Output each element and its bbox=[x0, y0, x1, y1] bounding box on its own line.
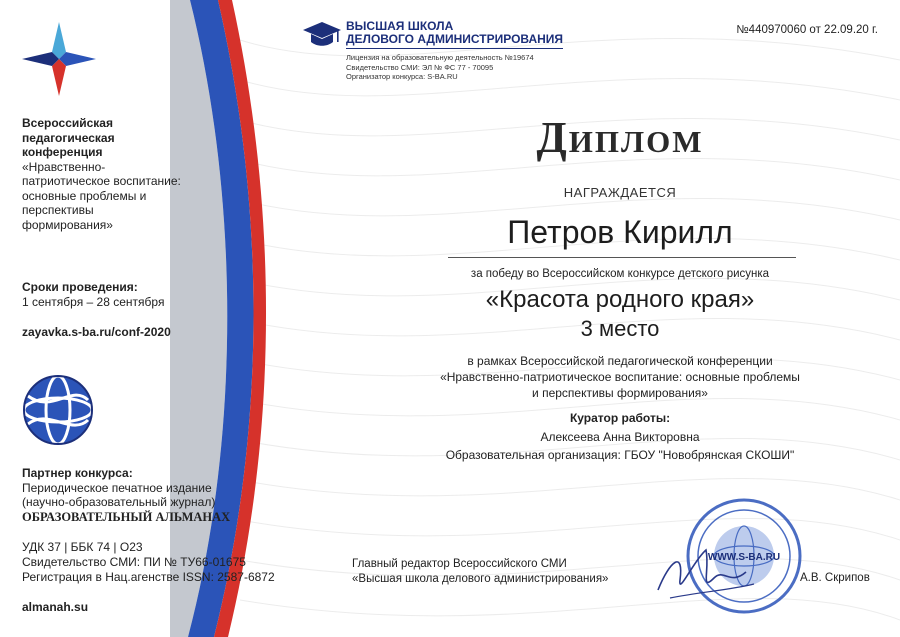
editor-info bbox=[352, 557, 608, 587]
org-line-2: ДЕЛОВОГО АДМИНИСТРИРОВАНИЯ bbox=[346, 33, 563, 49]
graduation-cap-icon bbox=[303, 22, 341, 48]
awarded-label: НАГРАЖДАЕТСЯ bbox=[563, 185, 677, 200]
conference-context bbox=[400, 353, 840, 401]
journal-site-link[interactable]: almanah.su bbox=[22, 600, 89, 614]
document-number: №440970060 от 22.09.20 г. bbox=[736, 24, 878, 36]
codes-line-2: Свидетельство СМИ: ПИ № ТУ66-01675 bbox=[22, 555, 246, 569]
organization-name bbox=[346, 20, 563, 49]
conference-heading: Всероссийская педагогическая конференция bbox=[22, 116, 115, 159]
conference-topic: «Нравственно-патриотическое воспитание: основные проблемы и перспективы формирования» bbox=[22, 159, 181, 232]
context-line-3: и перспективы формирования» bbox=[532, 386, 708, 400]
signer-name: А.В. Скрипов bbox=[800, 572, 870, 584]
partner-desc-2: (научно-образовательный журнал) bbox=[22, 495, 216, 509]
org-line-1: ВЫСШАЯ ШКОЛА bbox=[346, 19, 454, 33]
conference-site-link[interactable]: zayavka.s-ba.ru/conf-2020 bbox=[22, 325, 171, 339]
organization-text: Образовательная организация: ГБОУ "Новобрянская СКОШИ" bbox=[445, 448, 795, 462]
globe-icon bbox=[22, 374, 94, 446]
partner-name: ОБРАЗОВАТЕЛЬНЫЙ АЛЬМАНАХ bbox=[22, 509, 231, 524]
signature bbox=[650, 520, 760, 610]
curator-label: Куратор работы: bbox=[569, 411, 671, 425]
winner-name: Петров Кирилл bbox=[507, 214, 733, 250]
editor-line-1: Главный редактор Всероссийского СМИ bbox=[352, 558, 567, 570]
license-text: Лицензия на образовательную деятельность №19674 bbox=[346, 53, 534, 62]
place-text: 3 место bbox=[580, 316, 660, 341]
seal-text: WWW.S-BA.RU bbox=[707, 552, 781, 563]
codes-line-3: Регистрация в Нац.агенстве ISSN: 2587-6872 bbox=[22, 570, 275, 584]
contest-name: «Красота родного края» bbox=[485, 286, 755, 313]
codes-line-1: УДК 37 | ББК 74 | О23 bbox=[22, 540, 143, 554]
award-reason: за победу во Всероссийском конкурсе детского рисунка bbox=[470, 268, 770, 280]
editor-line-2: «Высшая школа делового администрирования» bbox=[352, 573, 609, 585]
conference-info bbox=[22, 116, 182, 232]
organizer-text: Организатор конкурса: S-BA.RU bbox=[346, 72, 458, 81]
context-line-2: «Нравственно-патриотическое воспитание: основные проблемы bbox=[440, 370, 800, 384]
dates-label: Сроки проведения: bbox=[22, 280, 138, 294]
dates-value: 1 сентября – 28 сентября bbox=[22, 295, 165, 309]
partner-desc-1: Периодическое печатное издание bbox=[22, 480, 212, 495]
media-cert-text: Свидетельство СМИ: ЭЛ № ФС 77 - 70095 bbox=[346, 62, 494, 72]
dates-block bbox=[22, 280, 192, 310]
organization-meta bbox=[346, 53, 534, 82]
name-underline bbox=[448, 257, 796, 258]
curator-name: Алексеева Анна Викторовна bbox=[540, 430, 700, 444]
partner-label: Партнер конкурса: bbox=[22, 466, 133, 480]
context-line-1: в рамках Всероссийской педагогической конференции bbox=[467, 354, 773, 368]
partner-info bbox=[22, 466, 262, 524]
registration-codes bbox=[22, 540, 282, 585]
compass-star-icon bbox=[22, 22, 96, 96]
diploma-title: Диплом bbox=[536, 113, 704, 162]
